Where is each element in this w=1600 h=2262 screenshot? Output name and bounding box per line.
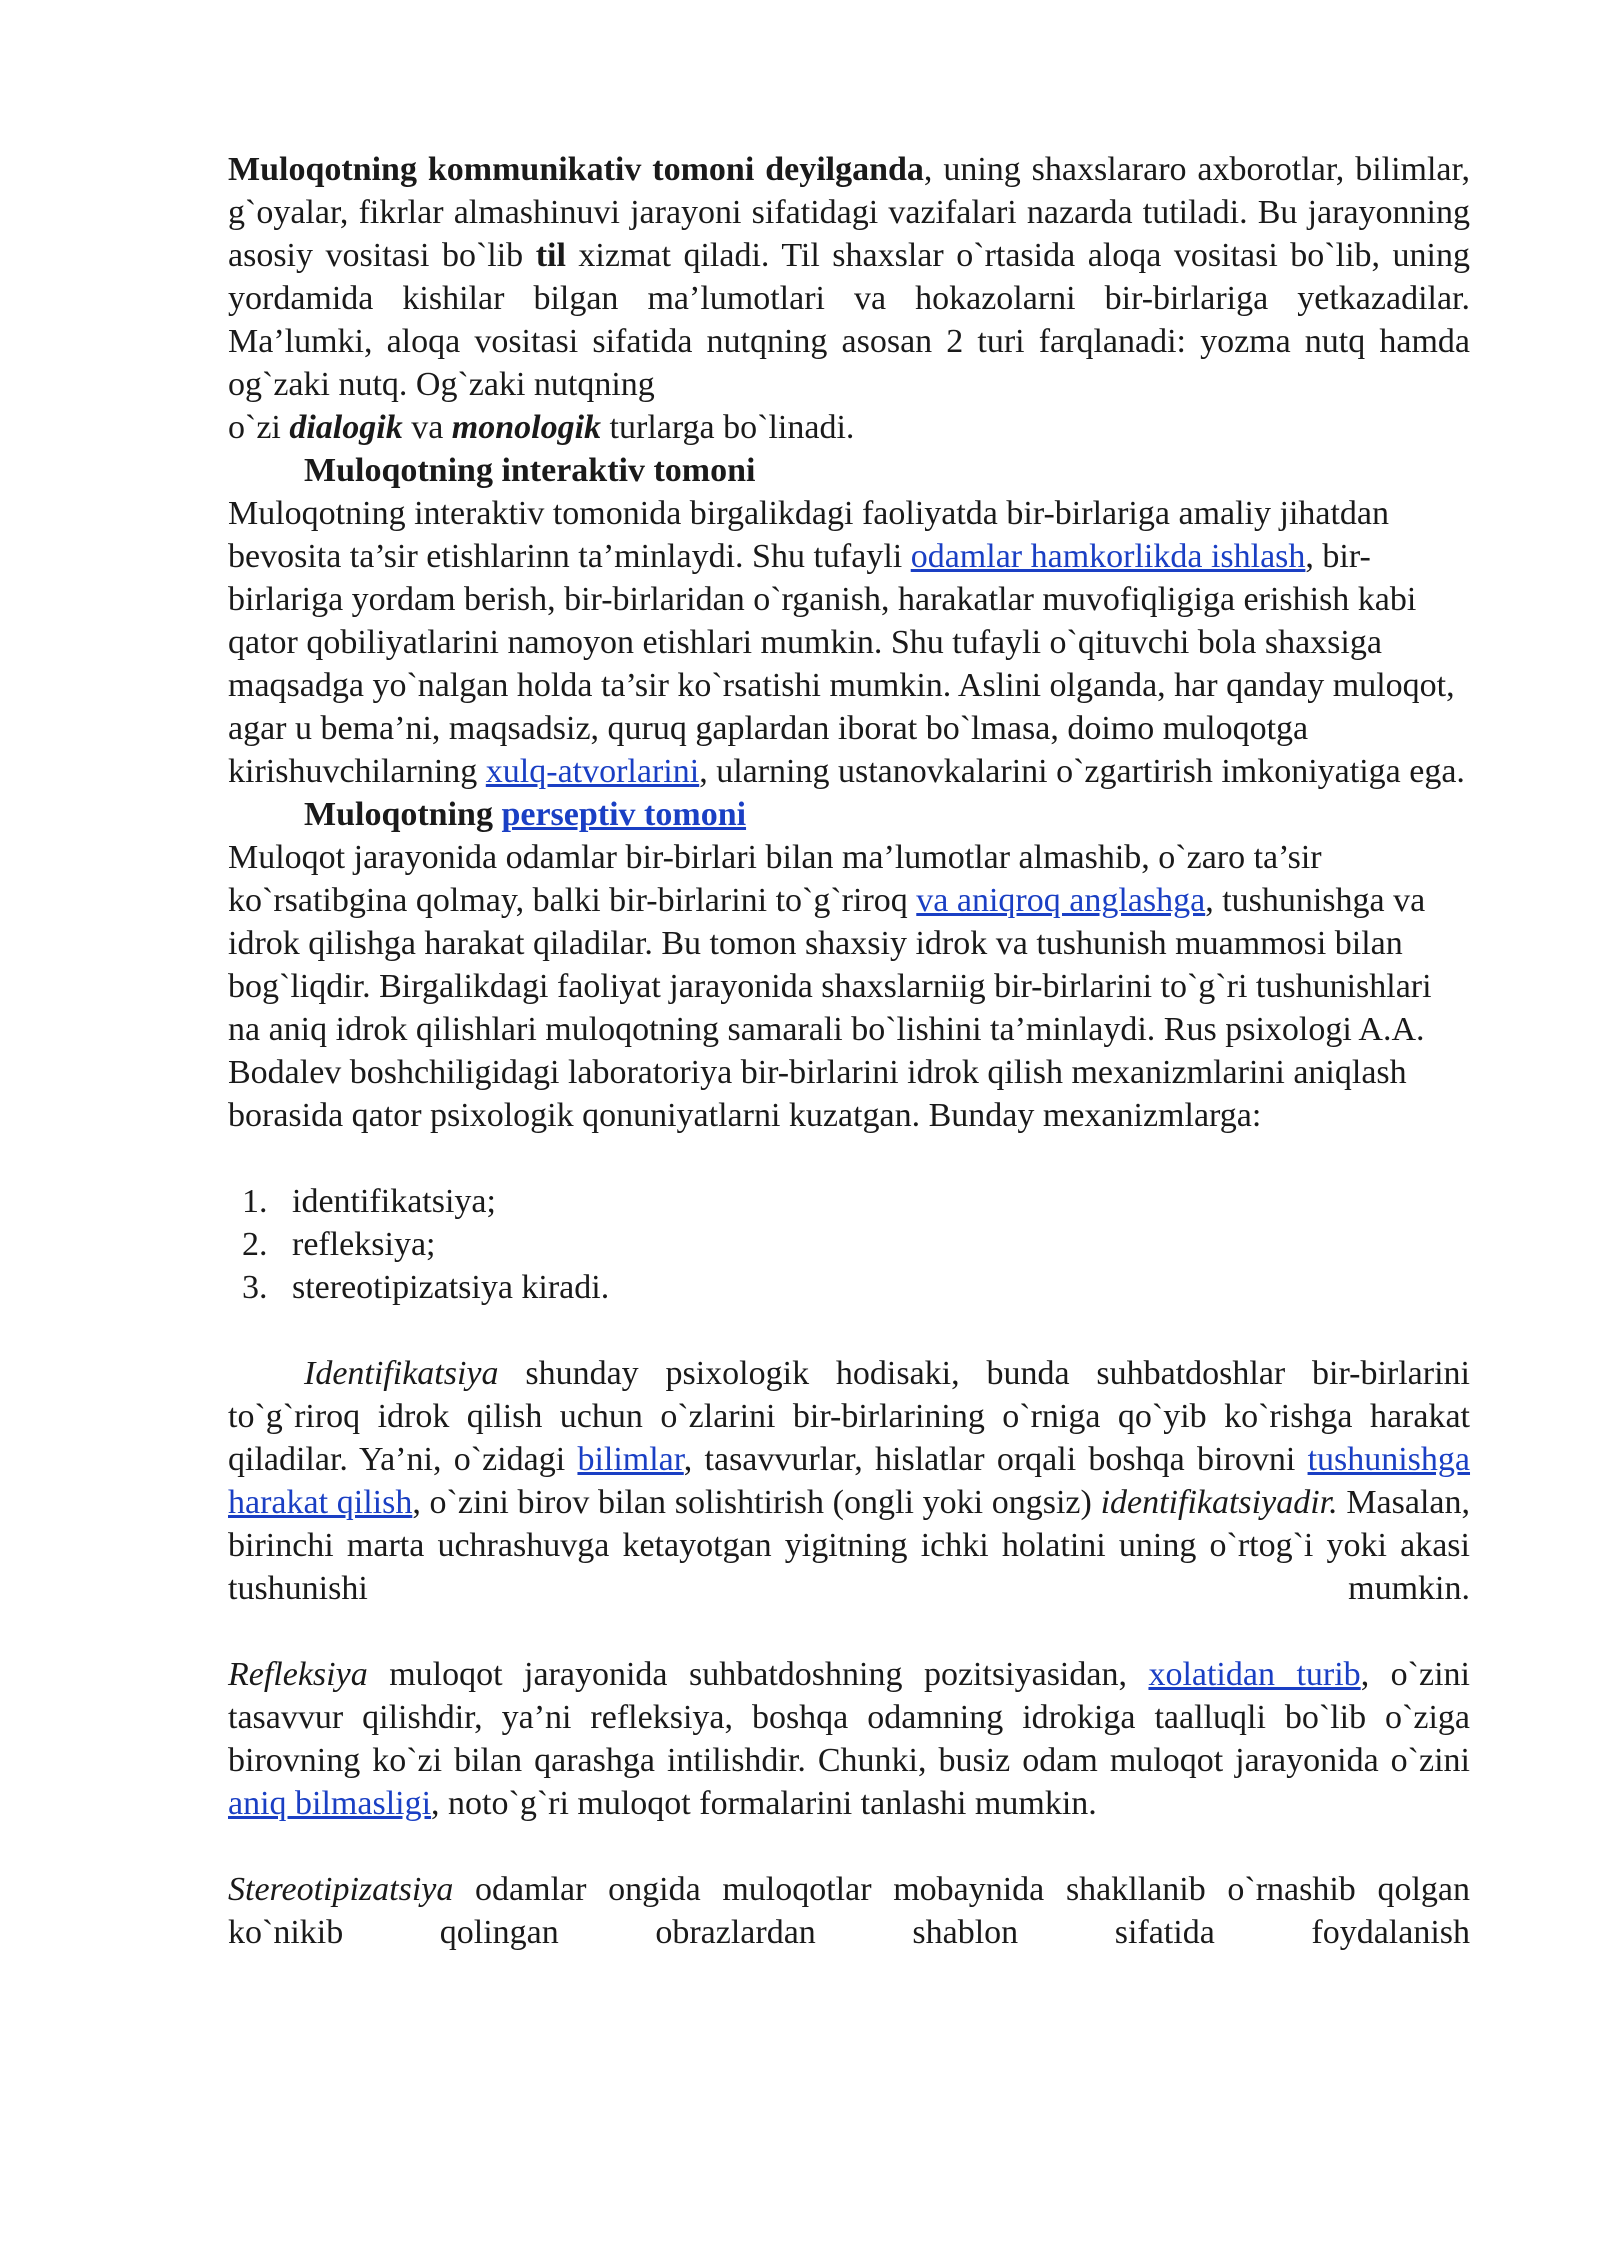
text-span: va <box>402 409 452 446</box>
text-span: , tushunishga va idrok qilishga harakat qiladilar. Bu tomon shaxsiy idrok va tushunish muammosi bilan bog`liqdir. Birgalikdagi faoliyat jarayonida shaxslarniig bir-birlarini to`g`ri tushunishlari na aniq idrok qilishlari muloqotning samarali bo`lishini ta’minlaydi. Rus psixologi A.A. Bodalev boshchiligidagi laboratoriya bir-birlarini idrok qilish mexanizmlarini aniqlash borasida qator psixologik qonuniyatlarni kuzatgan. Bunday mexanizmlarga: <box>228 882 1432 1134</box>
paragraph-identification <box>228 1352 1470 1610</box>
paragraph-reflection <box>228 1653 1470 1825</box>
text-span: Muloqot jarayonida odamlar bir-birlari bilan ma’lumotlar almashib, o`zaro ta’sir ko`rsatibgina qolmay, balki bir-birlarini to`g`riroq <box>228 839 1322 919</box>
text-span: o`zi <box>228 409 290 446</box>
link-xolatidan[interactable]: xolatidan turib <box>1148 1656 1361 1693</box>
link-bilimlar[interactable]: bilimlar <box>577 1441 684 1478</box>
spacer <box>228 1137 1470 1180</box>
italic-term: Refleksiya <box>228 1656 368 1693</box>
mechanism-list <box>228 1180 1470 1309</box>
italic-term: Stereotipizatsiya <box>228 1871 454 1908</box>
text-span: shunday psixologik hodisaki, bunda suhbatdoshlar bir-birlarini to`g`riroq idrok qilish uchun o`zlarini bir-birlarining o`rniga qo`yib ko`rishga harakat qiladilar. Ya’ni, o`zidagi <box>228 1355 1470 1478</box>
heading-perceptive <box>228 793 1470 836</box>
bold-italic-term: monologik <box>451 409 602 446</box>
italic-term: identifikatsiyadir. <box>1100 1484 1338 1521</box>
text-span: odamlar ongida muloqotlar mobaynida shakllanib o`rnashib qolgan ko`nikib qolingan obrazlardan shablon sifatida foydalanish <box>228 1871 1470 1951</box>
text-span: , o`zini tasavvur qilishdir, ya’ni refleksiya, boshqa odamning idrokiga taalluqli bo`lib o`ziga birovning ko`zi bilan qarashga intilishdir. Chunki, busiz odam muloqot jarayonida o`zini <box>228 1656 1470 1779</box>
list-item: 1. identifikatsiya; <box>276 1180 1470 1223</box>
text-span: , noto`g`ri muloqot formalarini tanlashi mumkin. <box>431 1785 1097 1822</box>
link-perseptiv[interactable]: perseptiv tomoni <box>501 796 747 833</box>
link-anglashga[interactable]: va aniqroq anglashga <box>916 882 1206 919</box>
text-span: , tasavvurlar, hislatlar orqali boshqa birovni <box>683 1441 1308 1478</box>
link-tushunishga[interactable]: tushunishga harakat qilish <box>228 1441 1471 1521</box>
spacer <box>228 1610 1470 1653</box>
text-span: turlarga bo`linadi. <box>601 409 855 446</box>
bold-italic-term: dialogik <box>289 409 403 446</box>
text-span: muloqot jarayonida suhbatdoshning pozitsiyasidan, <box>367 1656 1149 1693</box>
list-item: 2. refleksiya; <box>276 1223 1470 1266</box>
paragraph-communicative-end <box>228 406 1470 449</box>
heading-interactive: Muloqotning interaktiv tomoni <box>304 452 756 489</box>
text-span: xizmat qiladi. Til shaxslar o`rtasida aloqa vositasi bo`lib, uning yordamida kishilar bilgan ma’lumotlari va hokazolarni bir-birlariga yetkazadilar. Ma’lumki, aloqa vositasi sifatida nutqning asosan 2 turi farqlanadi: yozma nutq hamda og`zaki nutq. Og`zaki nutqning <box>228 237 1470 403</box>
text-span: , o`zini birov bilan solishtirish (ongli yoki ongsiz) <box>412 1484 1101 1521</box>
text-span: , bir-birlariga yordam berish, bir-birlaridan o`rganish, harakatlar muvofiqligiga erishish kabi qator qobiliyatlarini namoyon etishlari mumkin. Shu tufayli o`qituvchi bola shaxsiga maqsadga yo`nalgan holda ta’sir ko`rsatishi mumkin. Aslini olganda, har qanday muloqot, agar u bema’ni, maqsadsiz, quruq gaplardan iborat bo`lmasa, doimo muloqotga kirishuvchilarning <box>228 538 1455 790</box>
paragraph-perceptive <box>228 836 1470 1137</box>
text-span: , ularning ustanovkalarini o`zgartirish imkoniyatiga ega. <box>699 753 1465 790</box>
link-aniq-bilmasligi[interactable]: aniq bilmasligi <box>228 1785 432 1822</box>
document-page <box>228 148 1470 1954</box>
paragraph-communicative <box>228 148 1470 406</box>
spacer <box>228 1309 1470 1352</box>
bold-term: Muloqotning kommunikativ tomoni deyilganda <box>228 151 924 188</box>
spacer <box>228 1825 1470 1868</box>
link-xulq-atvor[interactable]: xulq-atvorlarini <box>485 753 700 790</box>
list-item: 3. stereotipizatsiya kiradi. <box>276 1266 1470 1309</box>
bold-term: til <box>535 237 566 274</box>
heading-text: Muloqotning <box>304 796 502 833</box>
paragraph-interactive <box>228 492 1470 793</box>
italic-term: Identifikatsiya <box>304 1355 499 1392</box>
link-hamkorlik[interactable]: odamlar hamkorlikda ishlash <box>910 538 1306 575</box>
text-span: , uning shaxslararo axborotlar, bilimlar, g`oyalar, fikrlar almashinuvi jarayoni sifatidagi vazifalari nazarda tutiladi. Bu jarayonning asosiy vositasi bo`lib <box>228 151 1470 274</box>
text-span: Masalan, birinchi marta uchrashuvga ketayotgan yigitning ichki holatini uning o`rtog`i yoki akasi tushunishi mumkin. <box>228 1484 1470 1607</box>
text-span: Muloqotning interaktiv tomonida birgalikdagi faoliyatda bir-birlariga amaliy jihatdan bevosita ta’sir etishlarinn ta’minlaydi. Shu tufayli <box>228 495 1390 575</box>
paragraph-stereotype <box>228 1868 1470 1954</box>
